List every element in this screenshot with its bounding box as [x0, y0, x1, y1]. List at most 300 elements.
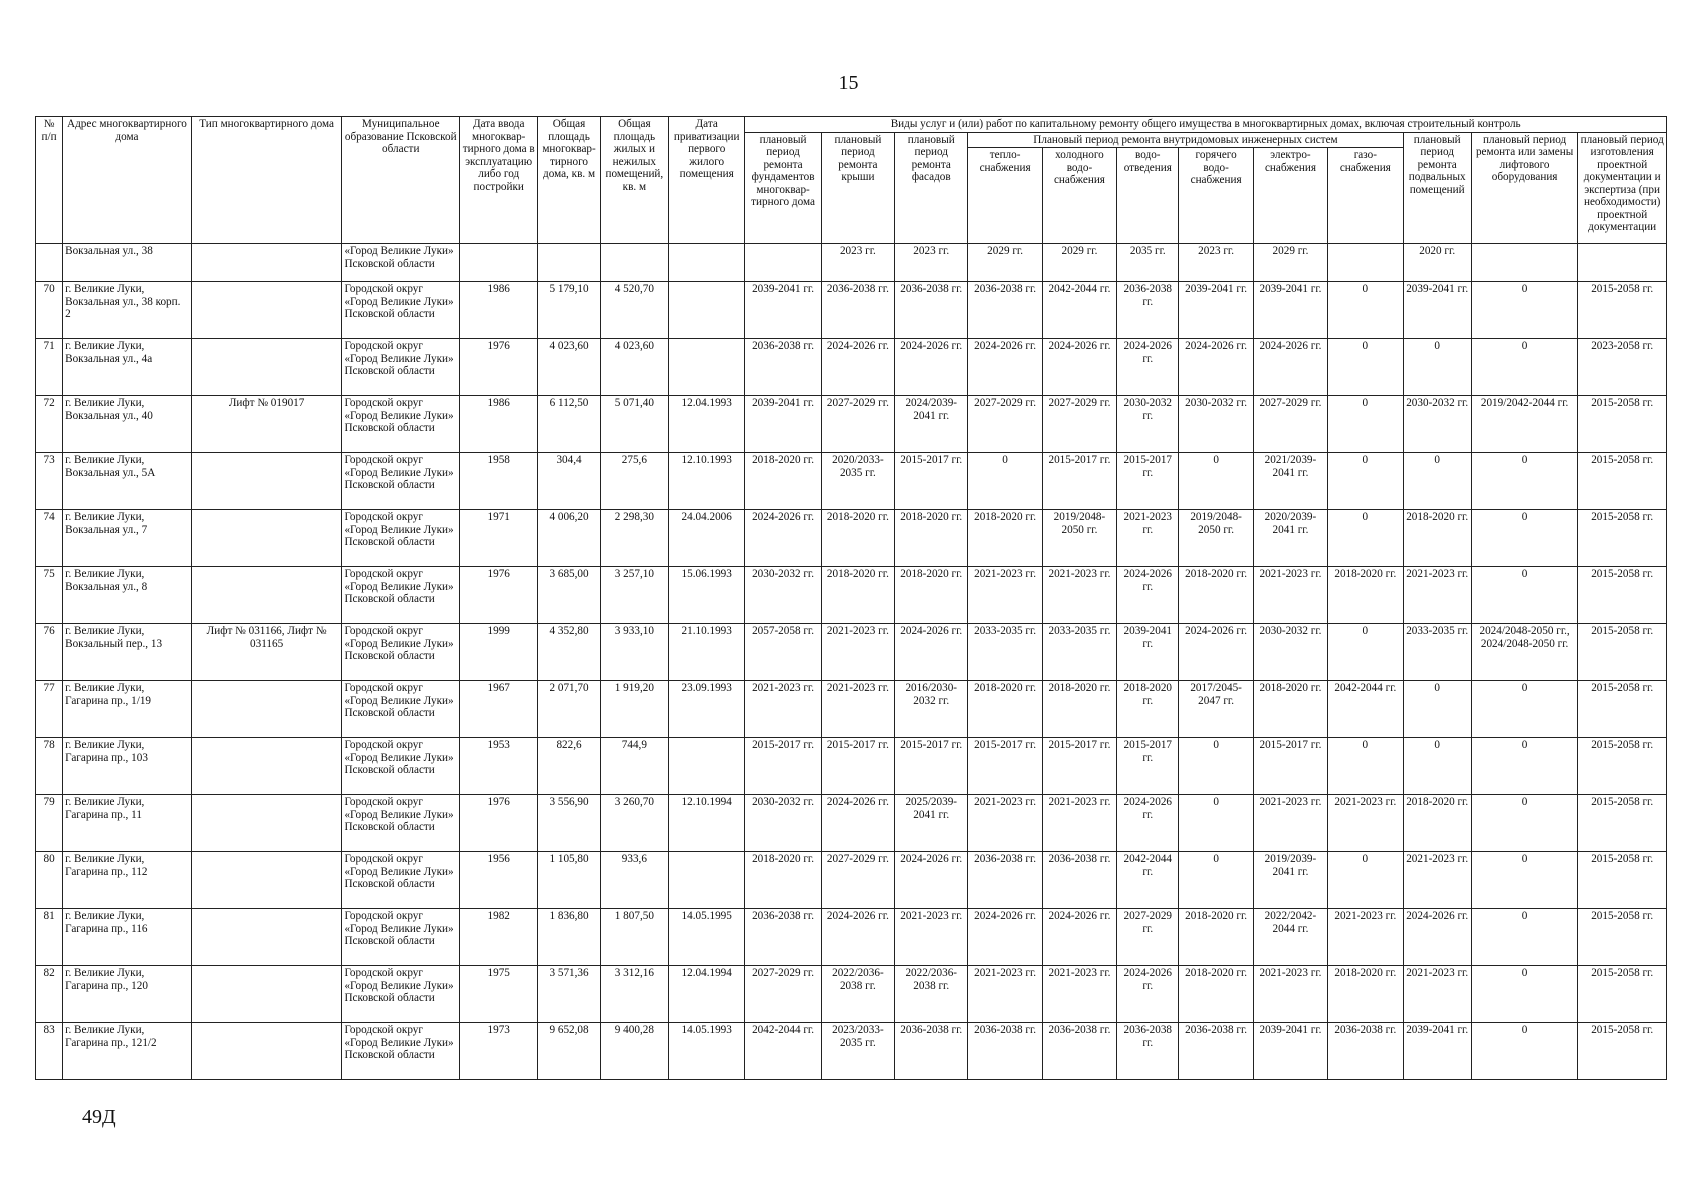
table-row [36, 909, 1667, 966]
table-cell [191, 453, 342, 510]
table-cell: 71 [36, 339, 63, 396]
table-cell [36, 244, 63, 282]
table-cell: 2015-2058 гг. [1578, 510, 1667, 567]
table-cell: 2021-2023 гг. [1253, 795, 1327, 852]
table-cell: 3 257,10 [600, 567, 668, 624]
table-cell: Городской округ «Город Великие Луки» Псковской области [342, 795, 460, 852]
table-cell: 2027-2029 гг. [745, 966, 821, 1023]
table-cell [600, 244, 668, 282]
header-elevator: плановый период ремонта или замены лифтового оборудования [1471, 132, 1578, 244]
table-cell: г. Великие Луки, Вокзальная ул., 38 корп. 2 [63, 282, 192, 339]
header-num: № п/п [36, 117, 63, 244]
table-cell: 1999 [460, 624, 538, 681]
table-cell: 78 [36, 738, 63, 795]
table-cell: 304,4 [538, 453, 600, 510]
table-cell: 2025/2039-2041 гг. [895, 795, 968, 852]
table-cell: 2030-2032 гг. [1403, 396, 1471, 453]
table-cell: 5 179,10 [538, 282, 600, 339]
table-cell: 2023 гг. [895, 244, 968, 282]
table-cell: 2015-2017 гг. [895, 453, 968, 510]
table-cell: 2021-2023 гг. [1253, 966, 1327, 1023]
table-row [36, 244, 1667, 282]
table-cell: 2021-2023 гг. [1328, 795, 1403, 852]
table-cell: 2024-2026 гг. [1179, 339, 1253, 396]
table-cell: 2018-2020 гг. [968, 681, 1042, 738]
table-cell: 2033-2035 гг. [968, 624, 1042, 681]
table-cell [538, 244, 600, 282]
table-cell: 0 [1403, 453, 1471, 510]
table-cell: 80 [36, 852, 63, 909]
table-cell: 0 [1471, 510, 1578, 567]
table-cell: 0 [1328, 624, 1403, 681]
table-row [36, 738, 1667, 795]
table-cell: 2018-2020 гг. [895, 567, 968, 624]
table-cell: 2021-2023 гг. [1253, 567, 1327, 624]
table-cell: 2024-2026 гг. [1042, 909, 1116, 966]
table-cell: 0 [1471, 681, 1578, 738]
table-cell: 2020/2039-2041 гг. [1253, 510, 1327, 567]
table-cell: 2015-2058 гг. [1578, 396, 1667, 453]
table-cell [669, 852, 745, 909]
table-cell [669, 282, 745, 339]
table-cell: 2018-2020 гг. [1179, 966, 1253, 1023]
table-row [36, 510, 1667, 567]
table-cell: 2015-2058 гг. [1578, 567, 1667, 624]
table-cell: 0 [1471, 738, 1578, 795]
table-cell: Городской округ «Город Великие Луки» Псковской области [342, 681, 460, 738]
table-cell: 2015-2058 гг. [1578, 966, 1667, 1023]
table-cell: 2024-2026 гг. [895, 624, 968, 681]
table-cell: 2 298,30 [600, 510, 668, 567]
table-cell: 3 685,00 [538, 567, 600, 624]
table-cell: 12.10.1993 [669, 453, 745, 510]
table-cell: 3 556,90 [538, 795, 600, 852]
table-cell: 2018-2020 гг. [1403, 795, 1471, 852]
table-cell: 9 400,28 [600, 1023, 668, 1080]
table-row [36, 339, 1667, 396]
table-cell [460, 244, 538, 282]
table-cell: 2015-2017 гг. [968, 738, 1042, 795]
document-code: 49Д [82, 1106, 116, 1128]
table-cell: Городской округ «Город Великие Луки» Псковской области [342, 567, 460, 624]
table-cell: 2021-2023 гг. [1117, 510, 1179, 567]
table-cell: г. Великие Луки, Вокзальная ул., 5А [63, 453, 192, 510]
table-cell: 2015-2017 гг. [1253, 738, 1327, 795]
table-cell: 2036-2038 гг. [968, 1023, 1042, 1080]
table-cell: г. Великие Луки, Вокзальный пер., 13 [63, 624, 192, 681]
table-cell [191, 282, 342, 339]
table-cell: 2018-2020 гг. [745, 852, 821, 909]
table-cell: 2017/2045-2047 гг. [1179, 681, 1253, 738]
table-cell: Городской округ «Город Великие Луки» Псковской области [342, 339, 460, 396]
table-cell: 2021-2023 гг. [968, 567, 1042, 624]
table-cell: 0 [1471, 282, 1578, 339]
table-cell: 2018-2020 гг. [1117, 681, 1179, 738]
table-cell: 79 [36, 795, 63, 852]
table-cell: 3 260,70 [600, 795, 668, 852]
table-row [36, 795, 1667, 852]
table-cell: 2039-2041 гг. [745, 396, 821, 453]
header-heat: тепло-снабжения [968, 148, 1042, 244]
table-cell: 2021-2023 гг. [1328, 909, 1403, 966]
header-hot-water: горячего водо-снабжения [1179, 148, 1253, 244]
table-cell [191, 510, 342, 567]
table-cell: 1982 [460, 909, 538, 966]
table-cell [669, 738, 745, 795]
table-cell: 77 [36, 681, 63, 738]
table-cell: 1976 [460, 567, 538, 624]
table-cell: 2024/2048-2050 гг., 2024/2048-2050 гг. [1471, 624, 1578, 681]
table-cell: 2015-2058 гг. [1578, 738, 1667, 795]
table-cell: 822,6 [538, 738, 600, 795]
table-cell: 2018-2020 гг. [1328, 567, 1403, 624]
table-cell: 2024-2026 гг. [968, 339, 1042, 396]
table-row [36, 852, 1667, 909]
table-cell: 2042-2044 гг. [1042, 282, 1116, 339]
table-cell: 2020/2033-2035 гг. [821, 453, 894, 510]
table-cell: 2019/2042-2044 гг. [1471, 396, 1578, 453]
table-cell: 2021-2023 гг. [968, 966, 1042, 1023]
table-cell: Городской округ «Город Великие Луки» Псковской области [342, 738, 460, 795]
table-cell: 23.09.1993 [669, 681, 745, 738]
table-cell: 76 [36, 624, 63, 681]
table-cell: 2021-2023 гг. [1042, 966, 1116, 1023]
table-cell: 2021-2023 гг. [895, 909, 968, 966]
table-cell: 0 [1471, 795, 1578, 852]
table-row [36, 681, 1667, 738]
table-cell: 1967 [460, 681, 538, 738]
table-cell: г. Великие Луки, Гагарина пр., 11 [63, 795, 192, 852]
header-roof: плановый период ремонта крыши [821, 132, 894, 244]
table-cell: 2023/2033-2035 гг. [821, 1023, 894, 1080]
table-cell: Городской округ «Город Великие Луки» Псковской области [342, 624, 460, 681]
table-cell: Городской округ «Город Великие Луки» Псковской области [342, 282, 460, 339]
table-cell: г. Великие Луки, Вокзальная ул., 40 [63, 396, 192, 453]
table-cell: 2021-2023 гг. [1403, 567, 1471, 624]
table-cell: 0 [1179, 453, 1253, 510]
table-cell: 2021-2023 гг. [1042, 567, 1116, 624]
table-cell: 6 112,50 [538, 396, 600, 453]
table-row [36, 567, 1667, 624]
table-cell: г. Великие Луки, Гагарина пр., 103 [63, 738, 192, 795]
table-cell: 2015-2017 гг. [821, 738, 894, 795]
table-cell: 2021-2023 гг. [821, 681, 894, 738]
table-cell: 2018-2020 гг. [821, 567, 894, 624]
header-electric: электро-снабжения [1253, 148, 1327, 244]
table-cell [1328, 244, 1403, 282]
table-cell: 2036-2038 гг. [968, 282, 1042, 339]
table-cell: Городской округ «Город Великие Луки» Псковской области [342, 1023, 460, 1080]
table-cell: 2015-2058 гг. [1578, 282, 1667, 339]
table-row [36, 966, 1667, 1023]
header-cold-water: холодного водо-снабжения [1042, 148, 1116, 244]
table-row [36, 396, 1667, 453]
table-cell: 2018-2020 гг. [968, 510, 1042, 567]
table-cell: г. Великие Луки, Гагарина пр., 121/2 [63, 1023, 192, 1080]
table-cell: 1953 [460, 738, 538, 795]
table-cell [191, 1023, 342, 1080]
table-cell: 3 571,36 [538, 966, 600, 1023]
table-cell: 2023-2058 гг. [1578, 339, 1667, 396]
table-cell: 0 [1471, 567, 1578, 624]
table-cell: 2023 гг. [1179, 244, 1253, 282]
table-cell: 0 [1403, 681, 1471, 738]
table-cell: 2027-2029 гг. [821, 852, 894, 909]
table-cell: 2022/2036-2038 гг. [821, 966, 894, 1023]
table-cell: 1975 [460, 966, 538, 1023]
table-cell: 0 [968, 453, 1042, 510]
table-cell: 2018-2020 гг. [821, 510, 894, 567]
table-cell: 2024-2026 гг. [1117, 966, 1179, 1023]
table-cell: 2036-2038 гг. [895, 282, 968, 339]
table-cell: 933,6 [600, 852, 668, 909]
table-cell: 2033-2035 гг. [1042, 624, 1116, 681]
table-cell: 2042-2044 гг. [1117, 852, 1179, 909]
table-cell: 2039-2041 гг. [1253, 1023, 1327, 1080]
table-cell: Городской округ «Город Великие Луки» Псковской области [342, 852, 460, 909]
table-cell: 2022/2036-2038 гг. [895, 966, 968, 1023]
table-cell: 2020 гг. [1403, 244, 1471, 282]
table-cell: 2024/2039-2041 гг. [895, 396, 968, 453]
header-basement: плановый период ремонта подвальных помещений [1403, 132, 1471, 244]
table-cell [669, 339, 745, 396]
table-cell: Городской округ «Город Великие Луки» Псковской области [342, 453, 460, 510]
table-cell: 2036-2038 гг. [821, 282, 894, 339]
table-cell: г. Великие Луки, Гагарина пр., 120 [63, 966, 192, 1023]
table-cell: 2029 гг. [1253, 244, 1327, 282]
table-cell: 2019/2048-2050 гг. [1179, 510, 1253, 567]
table-cell: 14.05.1993 [669, 1023, 745, 1080]
table-cell: 82 [36, 966, 63, 1023]
table-row [36, 1023, 1667, 1080]
table-cell [191, 244, 342, 282]
table-cell: 12.04.1994 [669, 966, 745, 1023]
table-cell: 2021-2023 гг. [821, 624, 894, 681]
table-cell: 0 [1471, 1023, 1578, 1080]
header-commission-date: Дата ввода многоквар-тирного дома в эксплуатацию либо год постройки [460, 117, 538, 244]
table-cell: 2023 гг. [821, 244, 894, 282]
table-cell: 0 [1471, 852, 1578, 909]
table-cell: 0 [1403, 738, 1471, 795]
table-cell: 2024-2026 гг. [895, 852, 968, 909]
header-gas: газо-снабжения [1328, 148, 1403, 244]
table-cell: 2036-2038 гг. [1179, 1023, 1253, 1080]
table-cell: г. Великие Луки, Вокзальная ул., 4а [63, 339, 192, 396]
table-cell [745, 244, 821, 282]
table-cell: 2021-2023 гг. [1403, 852, 1471, 909]
table-cell: Городской округ «Город Великие Луки» Псковской области [342, 510, 460, 567]
table-cell: 81 [36, 909, 63, 966]
table-cell: 0 [1328, 339, 1403, 396]
header-engineering-group: Плановый период ремонта внутридомовых инженерных систем [968, 132, 1403, 148]
table-cell: Городской округ «Город Великие Луки» Псковской области [342, 396, 460, 453]
table-cell: 2024-2026 гг. [821, 795, 894, 852]
table-cell: 3 933,10 [600, 624, 668, 681]
table-cell: 0 [1179, 738, 1253, 795]
table-cell [669, 244, 745, 282]
table-cell: 24.04.2006 [669, 510, 745, 567]
table-cell: 2015-2058 гг. [1578, 1023, 1667, 1080]
table-cell: 2030-2032 гг. [1253, 624, 1327, 681]
table-cell: 4 023,60 [600, 339, 668, 396]
table-cell: 2027-2029 гг. [1117, 909, 1179, 966]
table-cell: 2024-2026 гг. [745, 510, 821, 567]
table-cell: 4 023,60 [538, 339, 600, 396]
table-cell: 2024-2026 гг. [895, 339, 968, 396]
table-cell: 1971 [460, 510, 538, 567]
table-cell [191, 795, 342, 852]
table-cell: Городской округ «Город Великие Луки» Псковской области [342, 966, 460, 1023]
table-cell: 2015-2058 гг. [1578, 453, 1667, 510]
table-cell: 2033-2035 гг. [1403, 624, 1471, 681]
table-cell: 2018-2020 гг. [1328, 966, 1403, 1023]
table-cell: 2015-2017 гг. [1117, 738, 1179, 795]
table-cell: 2036-2038 гг. [745, 339, 821, 396]
header-privatization-date: Дата приватизации первого жилого помещения [669, 117, 745, 244]
table-cell: 2027-2029 гг. [821, 396, 894, 453]
table-cell: 2015-2017 гг. [745, 738, 821, 795]
table-cell: 2030-2032 гг. [1179, 396, 1253, 453]
header-type: Тип многоквартирного дома [191, 117, 342, 244]
table-cell: 2039-2041 гг. [745, 282, 821, 339]
header-municipality: Муниципальное образование Псковской области [342, 117, 460, 244]
table-cell: 0 [1328, 396, 1403, 453]
table-cell: г. Великие Луки, Гагарина пр., 116 [63, 909, 192, 966]
table-cell: 2019/2048-2050 гг. [1042, 510, 1116, 567]
table-cell: 2036-2038 гг. [1328, 1023, 1403, 1080]
table-cell: 2036-2038 гг. [1042, 1023, 1116, 1080]
table-cell: 1986 [460, 282, 538, 339]
table-cell: 73 [36, 453, 63, 510]
table-cell: 275,6 [600, 453, 668, 510]
table-cell: 2042-2044 гг. [745, 1023, 821, 1080]
table-cell: г. Великие Луки, Вокзальная ул., 8 [63, 567, 192, 624]
table-cell: 0 [1471, 453, 1578, 510]
table-cell: 2029 гг. [968, 244, 1042, 282]
table-cell: 0 [1328, 852, 1403, 909]
table-header [36, 117, 1667, 244]
table-cell: 2015-2058 гг. [1578, 681, 1667, 738]
table-cell: 0 [1471, 909, 1578, 966]
table-cell: 2036-2038 гг. [895, 1023, 968, 1080]
table-cell: 744,9 [600, 738, 668, 795]
capital-repair-table [35, 116, 1667, 1080]
table-cell: 2018-2020 гг. [1403, 510, 1471, 567]
table-cell: 2015-2058 гг. [1578, 624, 1667, 681]
table-cell: 14.05.1995 [669, 909, 745, 966]
table-cell: 1986 [460, 396, 538, 453]
table-cell: 2024-2026 гг. [1117, 339, 1179, 396]
table-cell: Вокзальная ул., 38 [63, 244, 192, 282]
table-cell: 2018-2020 гг. [1253, 681, 1327, 738]
table-cell: 2015-2058 гг. [1578, 909, 1667, 966]
table-cell: 2015-2017 гг. [1117, 453, 1179, 510]
table-cell: 2024-2026 гг. [821, 909, 894, 966]
table-cell [191, 339, 342, 396]
table-cell: 2039-2041 гг. [1117, 624, 1179, 681]
table-cell: 3 312,16 [600, 966, 668, 1023]
table-cell: 2021-2023 гг. [1403, 966, 1471, 1023]
table-cell: 4 352,80 [538, 624, 600, 681]
table-cell: 2018-2020 гг. [1179, 567, 1253, 624]
table-cell: 2039-2041 гг. [1179, 282, 1253, 339]
table-cell: 2021-2023 гг. [968, 795, 1042, 852]
table-cell: г. Великие Луки, Вокзальная ул., 7 [63, 510, 192, 567]
table-cell: 2015-2017 гг. [1042, 738, 1116, 795]
table-cell: 2024-2026 гг. [1403, 909, 1471, 966]
table-cell: 2027-2029 гг. [1042, 396, 1116, 453]
table-cell: 1956 [460, 852, 538, 909]
table-cell: 0 [1328, 282, 1403, 339]
header-facade: плановый период ремонта фасадов [895, 132, 968, 244]
table-cell: 0 [1179, 795, 1253, 852]
table-cell: 12.04.1993 [669, 396, 745, 453]
table-cell: 2015-2017 гг. [1042, 453, 1116, 510]
table-cell: 1 105,80 [538, 852, 600, 909]
table-cell: 2024-2026 гг. [968, 909, 1042, 966]
header-works-group: Виды услуг и (или) работ по капитальному ремонту общего имущества в многоквартирных домах, включая строительный контроль [745, 117, 1667, 133]
table-cell: 0 [1179, 852, 1253, 909]
table-cell: 2018-2020 гг. [745, 453, 821, 510]
table-cell: 2015-2058 гг. [1578, 852, 1667, 909]
table-cell: 2015-2058 гг. [1578, 795, 1667, 852]
table-cell: 2035 гг. [1117, 244, 1179, 282]
table-cell: 2039-2041 гг. [1403, 1023, 1471, 1080]
table-cell: 2036-2038 гг. [745, 909, 821, 966]
table-cell: 2022/2042-2044 гг. [1253, 909, 1327, 966]
table-cell: 2024-2026 гг. [1179, 624, 1253, 681]
table-cell [1578, 244, 1667, 282]
table-cell: 21.10.1993 [669, 624, 745, 681]
table-cell: 2021-2023 гг. [745, 681, 821, 738]
table-cell: 4 520,70 [600, 282, 668, 339]
table-cell: 0 [1328, 453, 1403, 510]
table-cell: 15.06.1993 [669, 567, 745, 624]
table-cell: 2019/2039-2041 гг. [1253, 852, 1327, 909]
table-cell: 72 [36, 396, 63, 453]
table-cell: 70 [36, 282, 63, 339]
table-cell: 1958 [460, 453, 538, 510]
table-cell: 0 [1471, 339, 1578, 396]
table-cell: 0 [1403, 339, 1471, 396]
header-foundation: плановый период ремонта фундаментов многоквар-тирного дома [745, 132, 821, 244]
table-cell: 2036-2038 гг. [1042, 852, 1116, 909]
table-cell: Городской округ «Город Великие Луки» Псковской области [342, 909, 460, 966]
table-cell: 75 [36, 567, 63, 624]
table-cell: Лифт № 031166, Лифт № 031165 [191, 624, 342, 681]
table-cell: 2027-2029 гг. [1253, 396, 1327, 453]
table-cell: 2018-2020 гг. [895, 510, 968, 567]
table-cell: 2015-2017 гг. [895, 738, 968, 795]
table-cell: г. Великие Луки, Гагарина пр., 112 [63, 852, 192, 909]
table-cell: «Город Великие Луки» Псковской области [342, 244, 460, 282]
table-cell: 2030-2032 гг. [745, 567, 821, 624]
page-number: 15 [838, 72, 859, 94]
table-body [36, 244, 1667, 1080]
header-drainage: водо-отведения [1117, 148, 1179, 244]
header-living-area: Общая площадь жилых и нежилых помещений, кв. м [600, 117, 668, 244]
table-cell: 1976 [460, 339, 538, 396]
table-cell [191, 966, 342, 1023]
table-cell [191, 681, 342, 738]
table-cell: 2036-2038 гг. [1117, 1023, 1179, 1080]
table-cell: 2024-2026 гг. [1253, 339, 1327, 396]
table-cell: 2024-2026 гг. [1117, 567, 1179, 624]
table-cell: 2024-2026 гг. [821, 339, 894, 396]
table-row [36, 624, 1667, 681]
table-cell: 1 836,80 [538, 909, 600, 966]
table-cell [1471, 244, 1578, 282]
